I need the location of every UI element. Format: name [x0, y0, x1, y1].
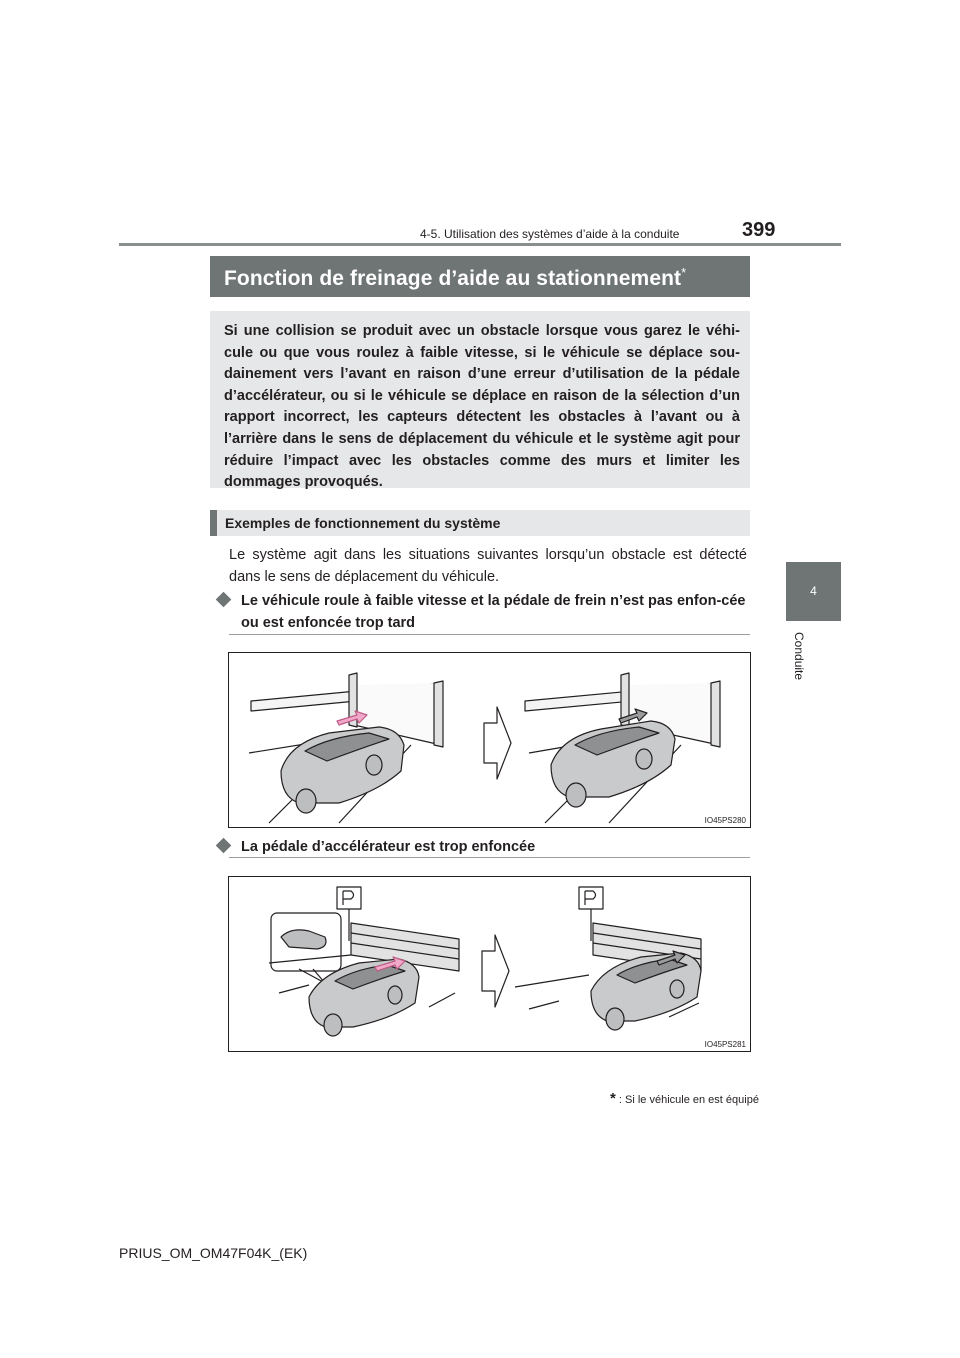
page-title-text: Fonction de freinage d’aide au stationnement: [224, 267, 682, 290]
case-heading-1-text: Le véhicule roule à faible vitesse et la pédale de frein n’est pas enfon-cée ou est enfoncée trop tard: [241, 593, 746, 631]
footnote-asterisk: *: [610, 1090, 616, 1107]
figure-low-speed-wall: [228, 652, 751, 828]
figure-1-illustration: [229, 653, 750, 827]
subheading: Exemples de fonctionnement du système: [225, 515, 501, 531]
diamond-bullet-icon: [216, 838, 232, 854]
figure-accelerator-pressed: [228, 876, 751, 1052]
document-code: PRIUS_OM_OM47F04K_(EK): [119, 1245, 308, 1261]
figure-code: IO45PS280: [704, 816, 746, 825]
chapter-label: Conduite: [792, 632, 806, 681]
title-asterisk: *: [681, 265, 687, 280]
figure-code: IO45PS281: [704, 1040, 746, 1049]
page-number: 399: [742, 219, 776, 241]
body-paragraph: Le système agit dans les situations suivantes lorsqu’un obstacle est détecté dans le sens de déplacement du véhicule.: [229, 547, 747, 585]
header-divider: [119, 243, 841, 246]
subheading-accent: [210, 510, 217, 536]
running-header-section: 4-5. Utilisation des systèmes d’aide à la conduite: [420, 227, 680, 241]
footnote-text: : Si le véhicule en est équipé: [618, 1094, 759, 1106]
intro-text: Si une collision se produit avec un obstacle lorsque vous garez le véhi-cule ou que vous roulez à faible vitesse, si le véhicule se déplace sou-dainement vers l’avant en raison d’une erreur d’utilisation de la pédale d’accélérateur, ou si le véhicule se déplace en raison de la sélection d’un rapport incorrect, les capteurs détectent les obstacles à l’avant ou à l’arrière dans le sens de déplacement du véhicule et le système agit pour réduire l’impact avec les obstacles comme des murs et limiter les dommages provoqués.: [224, 323, 740, 491]
page-title: [224, 265, 686, 291]
footnote: [610, 1090, 759, 1107]
diamond-bullet-icon: [216, 592, 232, 608]
chapter-tab: 4: [786, 562, 841, 621]
figure-2-illustration: [229, 877, 750, 1051]
case-divider-1: [229, 634, 750, 635]
case-heading-2-text: La pédale d’accélérateur est trop enfoncée: [241, 839, 536, 855]
case-divider-2: [229, 857, 750, 858]
